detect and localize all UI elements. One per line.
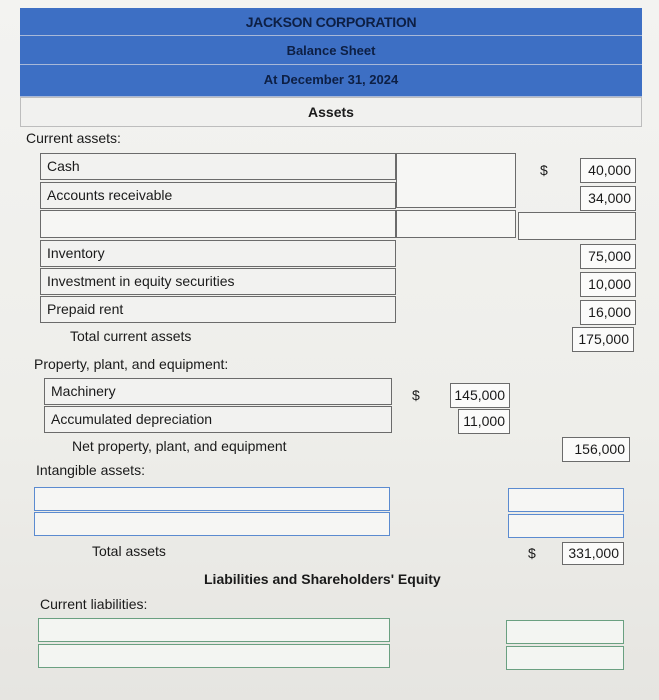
liability-label-field-2[interactable] bbox=[38, 644, 390, 668]
machinery-dollar-sign: $ bbox=[412, 387, 420, 403]
investment-value-field[interactable]: 10,000 bbox=[580, 272, 636, 297]
accumulated-depreciation-label-field[interactable]: Accumulated depreciation bbox=[44, 406, 392, 433]
net-ppe-value-field[interactable]: 156,000 bbox=[562, 437, 630, 462]
blank-current-asset-label[interactable] bbox=[40, 210, 396, 238]
liability-value-field-2[interactable] bbox=[506, 646, 624, 670]
prepaid-rent-value-field[interactable]: 16,000 bbox=[580, 300, 636, 325]
current-liabilities-heading: Current liabilities: bbox=[40, 596, 148, 612]
total-current-assets-value-field[interactable]: 175,000 bbox=[572, 327, 634, 352]
cash-subtotal-cell[interactable] bbox=[396, 153, 516, 208]
intangible-value-field-2[interactable] bbox=[508, 514, 624, 538]
prepaid-rent-label-field[interactable]: Prepaid rent bbox=[40, 296, 396, 323]
blank-current-asset-value[interactable] bbox=[518, 212, 636, 240]
intangible-assets-heading: Intangible assets: bbox=[36, 462, 145, 478]
accounts-receivable-label-field[interactable]: Accounts receivable bbox=[40, 182, 396, 209]
assets-heading: Assets bbox=[20, 97, 642, 127]
accounts-receivable-value-field[interactable]: 34,000 bbox=[580, 186, 636, 211]
liability-label-field-1[interactable] bbox=[38, 618, 390, 642]
accumulated-depreciation-value-field[interactable]: 11,000 bbox=[458, 409, 510, 434]
liability-value-field-1[interactable] bbox=[506, 620, 624, 644]
total-assets-value-field[interactable]: 331,000 bbox=[562, 542, 624, 565]
statement-title: Balance Sheet bbox=[20, 36, 642, 65]
cash-value-field[interactable]: 40,000 bbox=[580, 158, 636, 183]
intangible-label-field-2[interactable] bbox=[34, 512, 390, 536]
total-current-assets-label: Total current assets bbox=[70, 328, 192, 344]
statement-date: At December 31, 2024 bbox=[20, 65, 642, 97]
net-ppe-label: Net property, plant, and equipment bbox=[72, 438, 287, 454]
total-assets-dollar-sign: $ bbox=[528, 545, 536, 561]
total-assets-label: Total assets bbox=[92, 543, 166, 559]
machinery-value-field[interactable]: 145,000 bbox=[450, 383, 510, 408]
intangible-value-field-1[interactable] bbox=[508, 488, 624, 512]
current-assets-heading: Current assets: bbox=[26, 130, 121, 146]
ppe-heading: Property, plant, and equipment: bbox=[34, 356, 229, 372]
company-name: JACKSON CORPORATION bbox=[20, 8, 642, 36]
blank-current-asset-subtotal[interactable] bbox=[396, 210, 516, 238]
investment-label-field[interactable]: Investment in equity securities bbox=[40, 268, 396, 295]
liabilities-heading: Liabilities and Shareholders' Equity bbox=[204, 571, 441, 587]
machinery-label-field[interactable]: Machinery bbox=[44, 378, 392, 405]
cash-dollar-sign: $ bbox=[540, 162, 548, 178]
intangible-label-field-1[interactable] bbox=[34, 487, 390, 511]
inventory-value-field[interactable]: 75,000 bbox=[580, 244, 636, 269]
cash-label-field[interactable]: Cash bbox=[40, 153, 396, 180]
inventory-label-field[interactable]: Inventory bbox=[40, 240, 396, 267]
